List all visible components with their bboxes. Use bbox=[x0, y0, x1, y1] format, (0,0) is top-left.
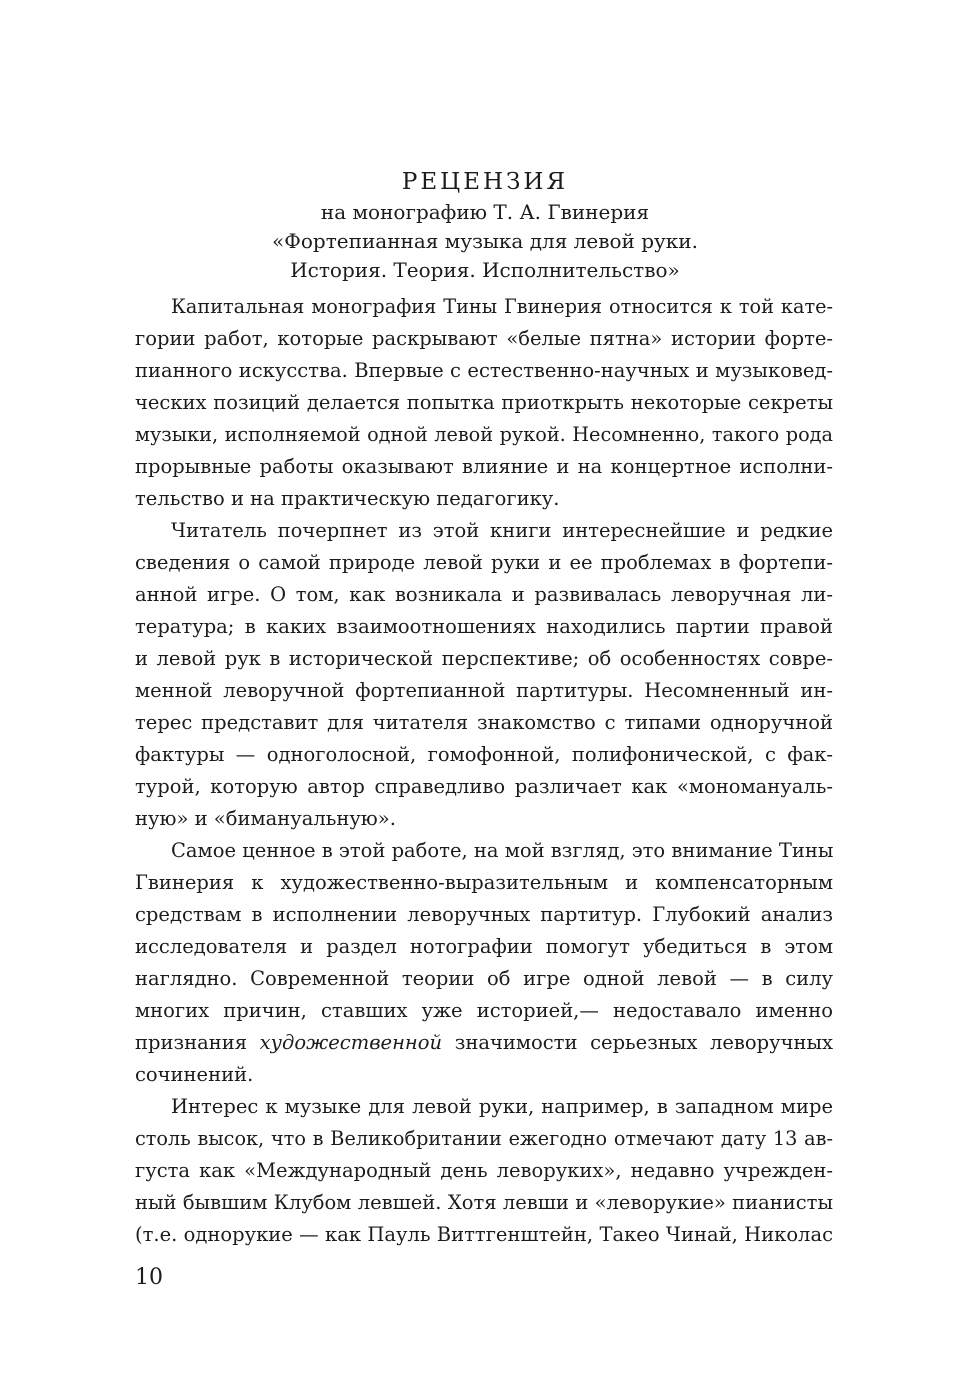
page-number: 10 bbox=[135, 1265, 163, 1290]
paragraph-4 bbox=[135, 1091, 833, 1251]
text-line: ческих позиций делается попытка приоткрыть некоторые секреты bbox=[135, 391, 833, 414]
text-line: ную» и «бимануальную». bbox=[135, 807, 396, 830]
text-line: анной игре. О том, как возникала и развивалась леворучная ли- bbox=[135, 583, 833, 606]
text-line: ный бывшим Клубом левшей. Хотя левши и «леворукие» пианисты bbox=[135, 1191, 833, 1214]
text-line-with-emphasis bbox=[135, 1027, 833, 1059]
text-line: сведения о самой природе левой руки и ее проблемах в фортепи- bbox=[135, 551, 833, 574]
text-line: наглядно. Современной теории об игре одной левой — в силу bbox=[135, 967, 833, 990]
text-line: густа как «Международный день леворуких», недавно учрежден- bbox=[135, 1159, 833, 1182]
text-line: многих причин, ставших уже историей,— недоставало именно bbox=[135, 999, 833, 1022]
text-line: тельство и на практическую педагогику. bbox=[135, 487, 560, 510]
text-line: сочинений. bbox=[135, 1063, 254, 1086]
text-line: средствам в исполнении леворучных партитур. Глубокий анализ bbox=[135, 903, 833, 926]
text-line: прорывные работы оказывают влияние и на концертное исполни- bbox=[135, 455, 833, 478]
heading-subtitle: на монографию Т. А. Гвинерия bbox=[320, 200, 650, 224]
text-line: гории работ, которые раскрывают «белые пятна» истории форте- bbox=[135, 327, 833, 350]
paragraph-3 bbox=[135, 835, 833, 1091]
text-run: признания bbox=[135, 1031, 260, 1054]
review-heading bbox=[135, 166, 835, 285]
paragraph-2 bbox=[135, 515, 833, 835]
text-line: фактуры — одноголосной, гомофонной, полифонической, с фак- bbox=[135, 743, 833, 766]
text-line: турой, которую автор справедливо различает как «мономануаль- bbox=[135, 775, 833, 798]
text-line: (т.е. однорукие — как Пауль Виттгенштейн, Такео Чинай, Николас bbox=[135, 1223, 833, 1246]
text-line: Гвинерия к художественно-выразительным и компенсаторным bbox=[135, 871, 833, 894]
emphasized-word: художественной bbox=[259, 1031, 443, 1054]
text-line: Самое ценное в этой работе, на мой взгляд, это внимание Тины bbox=[171, 839, 834, 862]
text-line: Читатель почерпнет из этой книги интереснейшие и редкие bbox=[171, 519, 833, 542]
text-line: столь высок, что в Великобритании ежегодно отмечают дату 13 ав- bbox=[135, 1127, 833, 1150]
text-line: терес представит для читателя знакомство с типами одноручной bbox=[135, 711, 833, 734]
heading-title: РЕЦЕНЗИЯ bbox=[401, 169, 569, 195]
text-run: значимости серьезных леворучных bbox=[442, 1031, 833, 1054]
text-line: Интерес к музыке для левой руки, например, в западном мире bbox=[171, 1095, 833, 1118]
book-title-line-2: История. Теория. Исполнительство» bbox=[290, 258, 680, 282]
paragraph-1 bbox=[135, 291, 833, 515]
text-line: и левой рук в исторической перспективе; об особенностях совре- bbox=[135, 647, 833, 670]
text-line: исследователя и раздел нотографии помогут убедиться в этом bbox=[135, 935, 833, 958]
book-title-line-1: «Фортепианная музыка для левой руки. bbox=[272, 229, 698, 253]
text-line: тература; в каких взаимоотношениях находились партии правой bbox=[135, 615, 833, 638]
text-line: Капитальная монография Тины Гвинерия относится к той кате- bbox=[171, 295, 833, 318]
text-line: музыки, исполняемой одной левой рукой. Несомненно, такого рода bbox=[135, 423, 833, 446]
text-line: пианного искусства. Впервые с естественно-научных и музыковед- bbox=[135, 359, 833, 382]
review-body bbox=[135, 291, 833, 1251]
text-line: менной леворучной фортепианной партитуры. Несомненный ин- bbox=[135, 679, 833, 702]
